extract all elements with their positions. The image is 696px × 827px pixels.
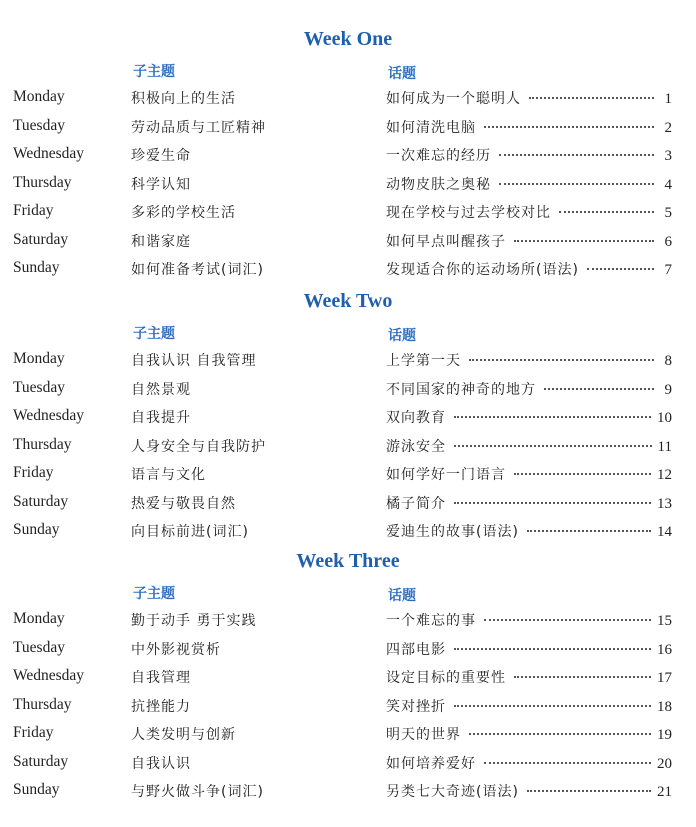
topic-entry[interactable]: [386, 493, 672, 513]
week-title: Week Two: [303, 290, 393, 312]
day-label: Friday: [13, 464, 54, 481]
topic-link[interactable]: 一次难忘的经历: [386, 148, 491, 164]
page-number[interactable]: 8: [664, 353, 672, 369]
subtheme-text: 自我认识 自我管理: [131, 353, 257, 369]
toc-row[interactable]: [0, 610, 696, 634]
page-number[interactable]: 15: [657, 613, 672, 629]
page-number[interactable]: 20: [657, 755, 672, 772]
topic-column-header: 话题: [388, 328, 416, 344]
page-number[interactable]: 10: [657, 410, 672, 426]
page-number[interactable]: 18: [657, 698, 672, 715]
dot-leader: [469, 359, 654, 361]
dot-leader: [454, 416, 651, 418]
dot-leader: [454, 648, 651, 650]
toc-row[interactable]: [0, 202, 696, 226]
page-number[interactable]: 19: [657, 727, 672, 743]
day-label: Saturday: [13, 230, 69, 248]
day-label: Thursday: [13, 173, 72, 191]
toc-row[interactable]: [0, 464, 696, 488]
subtheme-text: 劳动品质与工匠精神: [131, 119, 266, 136]
dot-leader: [544, 388, 654, 390]
subtheme-text: 向目标前进(词汇): [131, 524, 249, 540]
day-label: Saturday: [13, 492, 69, 510]
week-title: Week Three: [296, 550, 400, 572]
day-label: Sunday: [13, 781, 60, 798]
topic-entry[interactable]: [386, 407, 672, 427]
day-label: Thursday: [13, 435, 72, 453]
toc-row[interactable]: [0, 781, 696, 805]
topic-entry[interactable]: [386, 174, 672, 194]
page-number[interactable]: 4: [664, 176, 672, 193]
dot-leader: [559, 211, 654, 213]
topic-entry[interactable]: [386, 639, 672, 659]
topic-link[interactable]: 如何早点叫醒孩子: [386, 233, 506, 250]
page-number[interactable]: 2: [664, 119, 672, 136]
toc-row[interactable]: [0, 696, 696, 720]
day-label: Tuesday: [13, 116, 65, 134]
subtheme-text: 自我提升: [131, 410, 191, 426]
subtheme-text: 自然景观: [131, 381, 191, 398]
topic-entry[interactable]: [386, 781, 672, 801]
subtheme-column-header: 子主题: [133, 64, 175, 80]
day-label: Monday: [13, 610, 65, 627]
day-label: Tuesday: [13, 638, 65, 656]
topic-entry[interactable]: [386, 610, 672, 630]
page-number[interactable]: 1: [664, 91, 672, 107]
toc-row[interactable]: [0, 231, 696, 255]
topic-link[interactable]: 游泳安全: [386, 438, 446, 455]
subtheme-text: 抗挫能力: [131, 698, 191, 715]
toc-row[interactable]: [0, 350, 696, 374]
page-number[interactable]: 3: [664, 148, 672, 164]
dot-leader: [527, 790, 651, 792]
topic-entry[interactable]: [386, 724, 672, 744]
subtheme-column-header: 子主题: [133, 586, 175, 602]
subtheme-text: 人类发明与创新: [131, 727, 236, 743]
subtheme-text: 和谐家庭: [131, 233, 191, 250]
toc-row[interactable]: [0, 145, 696, 169]
dot-leader: [454, 502, 651, 504]
day-label: Friday: [13, 724, 54, 741]
toc-row[interactable]: [0, 493, 696, 517]
dot-leader: [514, 240, 654, 242]
subtheme-text: 人身安全与自我防护: [131, 438, 266, 455]
topic-link[interactable]: 不同国家的神奇的地方: [386, 381, 536, 398]
topic-link[interactable]: 双向教育: [386, 410, 446, 426]
subtheme-text: 科学认知: [131, 176, 191, 193]
page-number[interactable]: 5: [664, 205, 672, 221]
topic-link[interactable]: 橘子简介: [386, 495, 446, 512]
topic-link[interactable]: 现在学校与过去学校对比: [386, 205, 551, 221]
topic-link[interactable]: 如何成为一个聪明人: [386, 91, 521, 107]
dot-leader: [514, 676, 651, 678]
topic-entry[interactable]: [386, 379, 672, 399]
subtheme-text: 中外影视赏析: [131, 641, 221, 658]
toc-row[interactable]: [0, 88, 696, 112]
page-number[interactable]: 16: [657, 641, 672, 658]
topic-entry[interactable]: [386, 88, 672, 108]
day-label: Sunday: [13, 259, 60, 276]
page-number[interactable]: 7: [664, 262, 672, 278]
topic-link[interactable]: 动物皮肤之奥秘: [386, 176, 491, 193]
topic-link[interactable]: 一个难忘的事: [386, 613, 476, 629]
page-number[interactable]: 21: [657, 784, 672, 800]
subtheme-column-header: 子主题: [133, 326, 175, 342]
page-number[interactable]: 14: [657, 524, 672, 540]
toc-row[interactable]: [0, 407, 696, 431]
toc-row[interactable]: [0, 639, 696, 663]
topic-entry[interactable]: [386, 202, 672, 222]
subtheme-text: 热爱与敬畏自然: [131, 495, 236, 512]
topic-link[interactable]: 明天的世界: [386, 727, 461, 743]
topic-entry[interactable]: [386, 259, 672, 279]
toc-row[interactable]: [0, 259, 696, 283]
topic-entry[interactable]: [386, 521, 672, 541]
dot-leader: [484, 619, 651, 621]
topic-entry[interactable]: [386, 436, 672, 456]
topic-entry[interactable]: [386, 464, 672, 484]
toc-row[interactable]: [0, 521, 696, 545]
topic-link[interactable]: 如何培养爱好: [386, 755, 476, 772]
subtheme-text: 如何准备考试(词汇): [131, 262, 264, 278]
dot-leader: [499, 183, 654, 185]
week-title: Week One: [303, 28, 393, 50]
page-number[interactable]: 12: [657, 467, 672, 483]
day-label: Wednesday: [13, 667, 85, 684]
topic-entry[interactable]: [386, 231, 672, 251]
topic-entry[interactable]: [386, 350, 672, 370]
subtheme-text: 自我认识: [131, 755, 191, 772]
page-number[interactable]: 9: [664, 381, 672, 398]
dot-leader: [454, 445, 652, 447]
topic-link[interactable]: 如何清洗电脑: [386, 119, 476, 136]
topic-link[interactable]: 如何学好一门语言: [386, 467, 506, 483]
topic-entry[interactable]: [386, 696, 672, 716]
subtheme-text: 与野火做斗争(词汇): [131, 784, 264, 800]
dot-leader: [484, 126, 654, 128]
toc-row[interactable]: [0, 117, 696, 141]
subtheme-text: 多彩的学校生活: [131, 205, 236, 221]
day-label: Tuesday: [13, 378, 65, 396]
day-label: Sunday: [13, 521, 60, 538]
dot-leader: [587, 268, 654, 270]
topic-link[interactable]: 上学第一天: [386, 353, 461, 369]
topic-entry[interactable]: [386, 117, 672, 137]
toc-row[interactable]: [0, 436, 696, 460]
toc-row[interactable]: [0, 174, 696, 198]
topic-column-header: 话题: [388, 66, 416, 82]
topic-link[interactable]: 设定目标的重要性: [386, 670, 506, 686]
topic-entry[interactable]: [386, 145, 672, 165]
dot-leader: [527, 530, 651, 532]
day-label: Monday: [13, 350, 65, 367]
page-number[interactable]: 13: [657, 495, 672, 512]
subtheme-text: 语言与文化: [131, 467, 206, 483]
day-label: Thursday: [13, 695, 72, 713]
topic-link[interactable]: 四部电影: [386, 641, 446, 658]
page-number[interactable]: 6: [664, 233, 672, 250]
page-number[interactable]: 17: [657, 670, 672, 686]
day-label: Wednesday: [13, 407, 85, 424]
topic-link[interactable]: 笑对挫折: [386, 698, 446, 715]
topic-link[interactable]: 发现适合你的运动场所(语法): [386, 262, 579, 278]
dot-leader: [514, 473, 651, 475]
day-label: Saturday: [13, 752, 69, 770]
topic-link[interactable]: 爱迪生的故事(语法): [386, 524, 519, 540]
page-number[interactable]: 11: [657, 438, 672, 455]
day-label: Friday: [13, 202, 54, 219]
dot-leader: [529, 97, 654, 99]
topic-entry[interactable]: [386, 753, 672, 773]
subtheme-text: 勤于动手 勇于实践: [131, 613, 257, 629]
day-label: Wednesday: [13, 145, 85, 162]
toc-row[interactable]: [0, 667, 696, 691]
topic-link[interactable]: 另类七大奇迹(语法): [386, 784, 519, 800]
dot-leader: [499, 154, 654, 156]
day-label: Monday: [13, 88, 65, 105]
subtheme-text: 积极向上的生活: [131, 91, 236, 107]
toc-row[interactable]: [0, 724, 696, 748]
subtheme-text: 珍爱生命: [131, 148, 191, 164]
dot-leader: [484, 762, 651, 764]
topic-entry[interactable]: [386, 667, 672, 687]
dot-leader: [454, 705, 651, 707]
topic-column-header: 话题: [388, 588, 416, 604]
toc-row[interactable]: [0, 753, 696, 777]
toc-row[interactable]: [0, 379, 696, 403]
dot-leader: [469, 733, 651, 735]
subtheme-text: 自我管理: [131, 670, 191, 686]
